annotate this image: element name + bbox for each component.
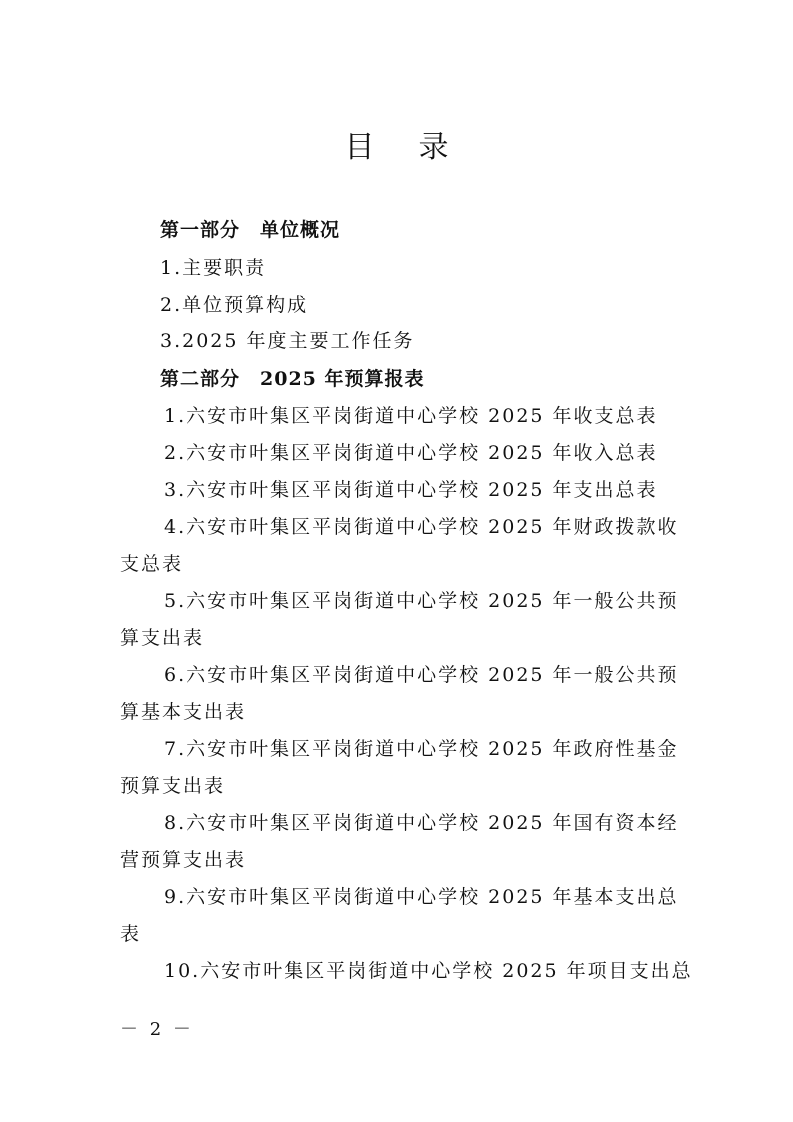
- toc-item-2-1: 1.六安市叶集区平岗街道中心学校 2025 年收支总表: [164, 405, 658, 427]
- toc-item-2-7: 7.六安市叶集区平岗街道中心学校 2025 年政府性基金: [164, 738, 679, 760]
- toc-item-1-3: 3.2025 年度主要工作任务: [160, 330, 415, 352]
- toc-item-2-10: 10.六安市叶集区平岗街道中心学校 2025 年项目支出总: [164, 960, 693, 982]
- toc-item-2-9: 9.六安市叶集区平岗街道中心学校 2025 年基本支出总: [164, 886, 679, 908]
- page-number: － 2 －: [120, 1019, 194, 1040]
- toc-item-2-8: 8.六安市叶集区平岗街道中心学校 2025 年国有资本经: [164, 812, 679, 834]
- toc-item-2-6: 6.六安市叶集区平岗街道中心学校 2025 年一般公共预: [164, 664, 679, 686]
- toc-item-2-7-cont: 预算支出表: [120, 775, 226, 797]
- toc-item-2-4-cont: 支总表: [120, 553, 184, 575]
- page-title: 目录: [344, 130, 493, 165]
- toc-item-2-3: 3.六安市叶集区平岗街道中心学校 2025 年支出总表: [164, 479, 658, 501]
- section-heading-part2: 第二部分 2025 年预算报表: [160, 368, 425, 390]
- toc-item-2-2: 2.六安市叶集区平岗街道中心学校 2025 年收入总表: [164, 442, 658, 464]
- toc-item-1-2: 2.单位预算构成: [160, 294, 309, 316]
- toc-item-2-4: 4.六安市叶集区平岗街道中心学校 2025 年财政拨款收: [164, 516, 679, 538]
- toc-item-2-5-cont: 算支出表: [120, 627, 205, 649]
- toc-item-2-5: 5.六安市叶集区平岗街道中心学校 2025 年一般公共预: [164, 590, 679, 612]
- toc-item-2-6-cont: 算基本支出表: [120, 701, 247, 723]
- toc-item-2-8-cont: 营预算支出表: [120, 849, 247, 871]
- toc-item-1-1: 1.主要职责: [160, 257, 267, 279]
- section-heading-part1: 第一部分 单位概况: [160, 219, 341, 241]
- toc-item-2-9-cont: 表: [120, 923, 142, 945]
